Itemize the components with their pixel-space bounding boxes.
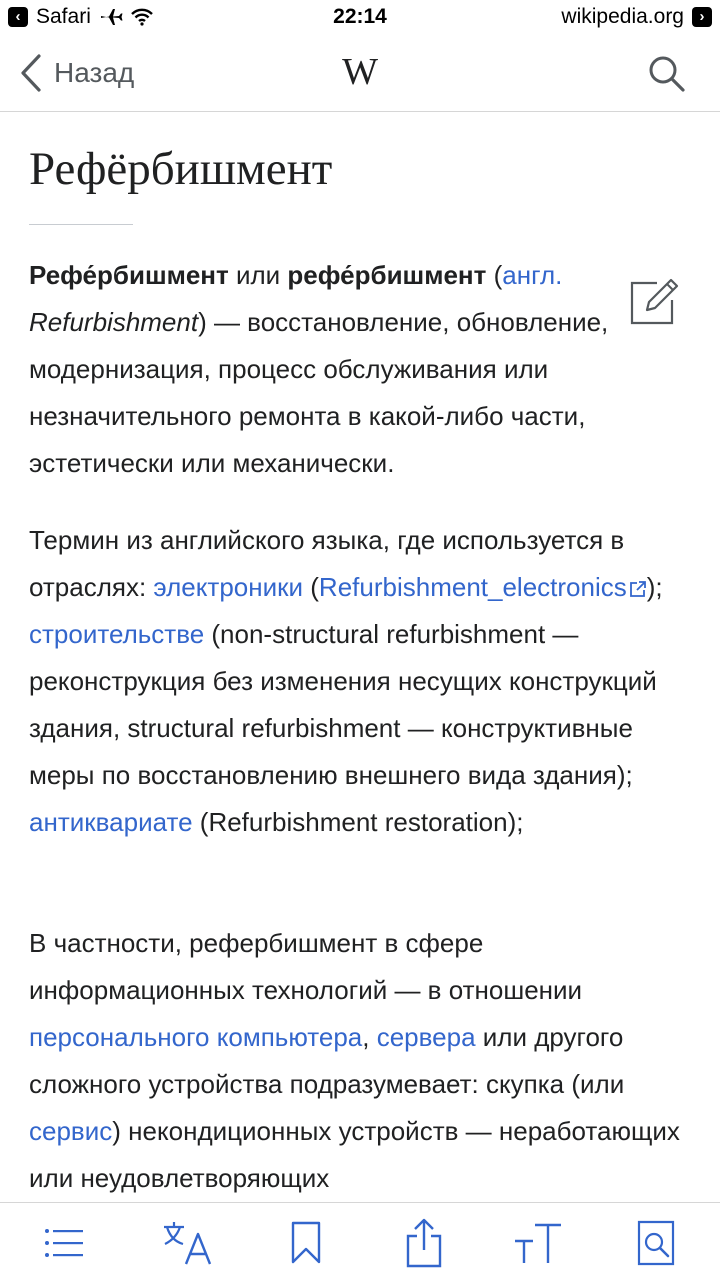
link-personal-computer[interactable]: персонального компьютера [29,1022,363,1052]
english-term: Refurbishment [29,307,199,337]
back-button-label: Назад [54,57,135,88]
link-refurbishment-electronics-external[interactable] [319,572,647,602]
link-electronics[interactable]: электроники [153,572,304,602]
text-size-icon [513,1221,563,1265]
contents-button[interactable] [38,1217,90,1269]
bookmark-icon [289,1221,323,1265]
title-divider [29,224,133,225]
back-to-app-icon[interactable]: ‹ [8,7,28,27]
external-link-label: Refurbishment_electronics [318,572,627,602]
link-server[interactable]: сервера [376,1022,476,1052]
text-span: (Refurbishment restoration); [192,807,524,837]
text-span: ( [486,260,503,290]
back-app-label[interactable]: Safari [36,5,91,28]
article-paragraph-1 [29,252,629,487]
status-bar [0,0,720,36]
text-span: (non-structural refurbishment — реконструкция без изменения несущих конструкций здания, structural refurbishment — конструктивные меры по восстановлению внешнего вида здания); [29,619,657,790]
share-icon [404,1218,444,1268]
article-title: Рефёрбишмент [29,143,333,195]
share-button[interactable] [398,1217,450,1269]
language-button[interactable] [162,1217,214,1269]
find-in-page-icon [636,1220,676,1266]
text-span: ) — восстановление, обновление, модернизация, процесс обслуживания или незначительного ремонта в какой-либо части, эстетически или механически. [29,307,609,478]
search-button[interactable] [648,55,686,98]
text-span: или [228,260,288,290]
text-span: ( [303,572,319,602]
text-span: , [362,1022,377,1052]
find-in-page-button[interactable] [630,1217,682,1269]
link-english[interactable]: англ. [502,260,563,290]
external-link-icon [629,580,647,598]
term-bold-2: рефе́рбишмент [287,260,487,290]
term-bold-1: Рефе́рбишмент [29,260,229,290]
status-time: 22:14 [333,5,387,28]
text-span: или другого сложного устройства подразумевает: скупка (или [29,1022,625,1099]
contents-icon [42,1223,86,1263]
edit-section-button[interactable] [629,276,681,331]
status-domain: wikipedia.org [561,5,684,28]
search-icon [648,55,686,93]
save-bookmark-button[interactable] [280,1217,332,1269]
bottom-toolbar [0,1202,720,1281]
language-icon [162,1220,214,1266]
text-size-button[interactable] [512,1217,564,1269]
status-right [561,5,712,29]
wikipedia-logo[interactable]: W [342,51,378,93]
text-span: ); [646,572,663,602]
forward-app-icon[interactable]: › [692,7,712,27]
chevron-left-icon [20,54,42,92]
text-span: Термин из английского языка, где используется в отраслях: [29,525,625,602]
text-span: ) некондиционных устройств — неработающих или неудовлетворяющих [29,1116,680,1193]
back-button[interactable] [20,54,134,92]
article-paragraph-2 [29,517,699,846]
link-service[interactable]: сервис [29,1116,113,1146]
link-antiques[interactable]: антиквариате [29,807,193,837]
article-paragraph-3 [29,920,699,1202]
edit-pencil-icon [629,276,681,326]
text-span: В частности, рефербишмент в сфере информационных технологий — в отношении [29,928,583,1005]
navigation-bar [0,36,720,112]
link-construction[interactable]: строительстве [29,619,205,649]
